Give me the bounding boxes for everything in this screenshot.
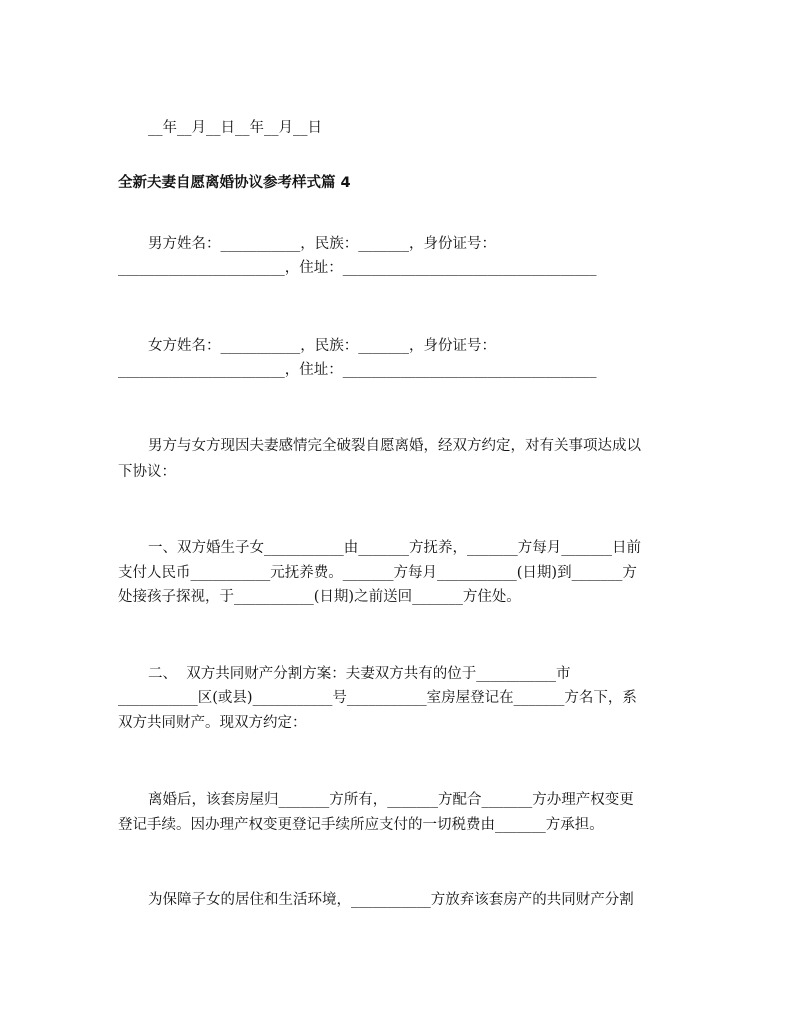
child-paragraph-line-1: 为保障子女的居住和生活环境，___________方放弃该套房产的共同财产分割: [148, 892, 634, 908]
item2-line-2: ___________区(或县)___________号___________室房屋登记在_______方名下，系: [118, 690, 637, 706]
intro-paragraph-line-2: 下协议：: [118, 464, 176, 480]
house-paragraph-line-2: 登记手续。因办理产权变更登记手续所应支付的一切税费由_______方承担。: [118, 817, 604, 833]
item1-line-2: 支付人民币___________元抚养费。_______方每月___________(日期)到_______方: [118, 565, 637, 581]
female-info-line-2: _______________________，住址：___________________________________: [118, 362, 597, 378]
item1-line-1: 一、双方婚生子女___________由_______方抚养，_______方每月_______日前: [148, 540, 641, 556]
section-heading: 全新夫妻自愿离婚协议参考样式篇 4: [118, 175, 351, 191]
date-line: __年__月__日__年__月__日: [148, 120, 322, 136]
intro-paragraph-line-1: 男方与女方现因夫妻感情完全破裂自愿离婚，经双方约定，对有关事项达成以: [148, 438, 641, 454]
male-info-line-2: _______________________，住址：___________________________________: [118, 260, 597, 276]
item2-line-1: 二、 双方共同财产分割方案：夫妻双方共有的位于___________市: [148, 666, 571, 682]
female-info-line-1: 女方姓名：___________，民族：_______，身份证号：: [148, 338, 496, 354]
male-info-line-1: 男方姓名：___________，民族：_______，身份证号：: [148, 236, 496, 252]
item1-line-3: 处接孩子探视，于___________(日期)之前送回_______方住处。: [118, 589, 521, 605]
house-paragraph-line-1: 离婚后，该套房屋归_______方所有，_______方配合_______方办理产权变更: [148, 792, 634, 808]
item2-line-3: 双方共同财产。现双方约定：: [118, 715, 307, 731]
